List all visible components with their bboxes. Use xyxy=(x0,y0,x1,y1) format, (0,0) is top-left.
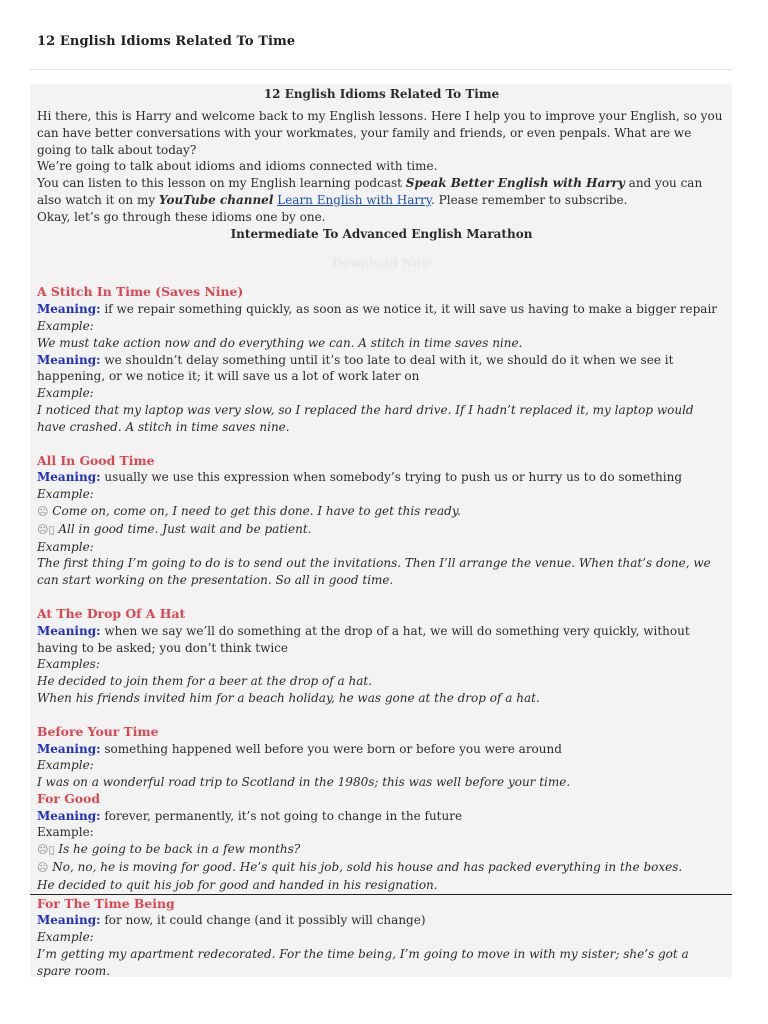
meaning-text: if we repair something quickly, as soon as we notice it, it will save us having to make a bigger repair xyxy=(100,302,718,317)
dialogue-line xyxy=(37,503,726,521)
meaning-line xyxy=(37,808,726,825)
meaning-line xyxy=(37,352,726,386)
example-text: The first thing I’m going to do is to send out the invitations. Then I’ll arrange the venue. When that’s done, we can start working on the presentation. So all in good time. xyxy=(37,556,711,588)
meaning-label: Meaning: xyxy=(37,623,101,638)
meaning-line xyxy=(37,623,726,657)
intro-text-c: . Please remember to subscribe. xyxy=(431,192,628,207)
intro-paragraph-4: Okay, let’s go through these idioms one by one. xyxy=(37,209,326,224)
idiom-title: Before Your Time xyxy=(37,723,159,739)
page-title: 12 English Idioms Related To Time xyxy=(37,34,296,49)
spacer xyxy=(37,589,726,606)
idiom-section xyxy=(37,453,726,589)
idiom-section xyxy=(37,724,726,791)
podcast-name: Speak Better English with Harry xyxy=(405,176,625,191)
dialogue-text: Come on, come on, I need to get this done. I have to get this ready. xyxy=(48,503,461,518)
meaning-text: something happened well before you were born or before you were around xyxy=(100,741,562,756)
document-body xyxy=(30,84,732,977)
meaning-text: usually we use this expression when somebody’s trying to push us or hurry us to do something xyxy=(100,470,683,485)
meaning-text: for now, it could change (and it possibly will change) xyxy=(100,913,426,928)
idiom-section xyxy=(37,606,726,707)
meaning-label: Meaning: xyxy=(37,913,101,928)
dialogue-line xyxy=(37,859,726,877)
example-text: I noticed that my laptop was very slow, so I replaced the hard drive. If I hadn’t replaced it, my laptop would have crashed. A stitch in time saves nine. xyxy=(37,402,694,434)
meaning-text: we shouldn’t delay something until it’s too late to deal with it, we should do it when we see it happening, or we notice it; it will save us a lot of work later on xyxy=(37,352,674,384)
example-label: Example: xyxy=(37,318,94,333)
idiom-section xyxy=(37,896,726,977)
meaning-label: Meaning: xyxy=(37,352,101,367)
meaning-text: forever, permanently, it’s not going to change in the future xyxy=(100,808,463,823)
example-text: I was on a wonderful road trip to Scotland in the 1980s; this was well before your time. xyxy=(37,775,571,790)
example-label: Example: xyxy=(37,539,94,554)
face-icon: ☹ xyxy=(37,522,49,536)
idiom-section xyxy=(37,791,726,894)
example-label: Example: xyxy=(37,386,94,401)
idiom-section xyxy=(37,284,726,435)
example-label: Example: xyxy=(37,487,94,502)
idiom-title: For Good xyxy=(37,790,100,806)
example-text: He decided to join them for a beer at the drop of a hat. xyxy=(37,674,373,689)
dialogue-line xyxy=(37,841,726,859)
youtube-channel-label: YouTube channel xyxy=(158,192,274,207)
meaning-label: Meaning: xyxy=(37,741,101,756)
dialogue-text: All in good time. Just wait and be patient. xyxy=(54,521,312,536)
youtube-channel-link[interactable]: Learn English with Harry xyxy=(277,192,432,207)
dialogue-text: Is he going to be back in a few months? xyxy=(54,842,301,857)
example-label: Example: xyxy=(37,825,94,840)
intro-paragraph-3 xyxy=(37,175,726,209)
idiom-title: All In Good Time xyxy=(37,452,155,468)
intro-paragraph-2: We’re going to talk about idioms and idioms connected with time. xyxy=(37,159,438,174)
placeholder-glyph-icon: ▯ xyxy=(48,522,55,536)
example-text: He decided to quit his job for good and handed in his resignation. xyxy=(37,877,438,892)
meaning-line xyxy=(37,301,726,318)
idiom-title: At The Drop Of A Hat xyxy=(37,605,186,621)
dialogue-line xyxy=(37,521,726,539)
meaning-line xyxy=(37,741,726,758)
placeholder-glyph-icon: ▯ xyxy=(48,843,55,857)
download-now-button[interactable]: Download Now xyxy=(331,256,432,271)
meaning-label: Meaning: xyxy=(37,470,101,485)
spacer xyxy=(37,707,726,724)
dialogue-text: No, no, he is moving for good. He’s quit his job, sold his house and has packed everything in the boxes. xyxy=(48,860,683,875)
face-icon: ☹ xyxy=(37,504,49,518)
marathon-heading: Intermediate To Advanced English Marathon xyxy=(230,226,533,241)
face-icon: ☹ xyxy=(37,843,49,857)
meaning-text: when we say we’ll do something at the drop of a hat, we will do something very quickly, without having to be asked; you don’t think twice xyxy=(37,623,690,655)
example-text: We must take action now and do everything we can. A stitch in time saves nine. xyxy=(37,335,523,350)
intro-text-b: and you can also watch it on my xyxy=(37,176,703,207)
idiom-title: A Stitch In Time (Saves Nine) xyxy=(37,284,244,300)
intro-paragraph-1: Hi there, this is Harry and welcome back to my English lessons. Here I help you to improve your English, so you can have better conversations with your workmates, your family and friends, or even penpals. What are we going to talk about today? xyxy=(37,109,723,157)
intro-text-a: You can listen to this lesson on my English learning podcast xyxy=(37,176,406,191)
meaning-label: Meaning: xyxy=(37,302,101,317)
examples-label: Examples: xyxy=(37,657,100,672)
example-text: When his friends invited him for a beach holiday, he was gone at the drop of a hat. xyxy=(37,690,540,705)
spacer xyxy=(37,436,726,453)
example-text: I’m getting my apartment redecorated. For the time being, I’m going to move in with my sister; she’s got a spare room. xyxy=(37,947,689,977)
meaning-line xyxy=(37,469,726,486)
header-divider xyxy=(30,69,732,70)
section-divider xyxy=(30,894,732,895)
meaning-line xyxy=(37,912,726,929)
idiom-title: For The Time Being xyxy=(37,895,175,911)
meaning-label: Meaning: xyxy=(37,808,101,823)
document-title: 12 English Idioms Related To Time xyxy=(263,87,500,101)
intro-section xyxy=(37,108,726,226)
example-label: Example: xyxy=(37,930,94,945)
face-icon: ☹ xyxy=(37,861,49,875)
example-label: Example: xyxy=(37,758,94,773)
